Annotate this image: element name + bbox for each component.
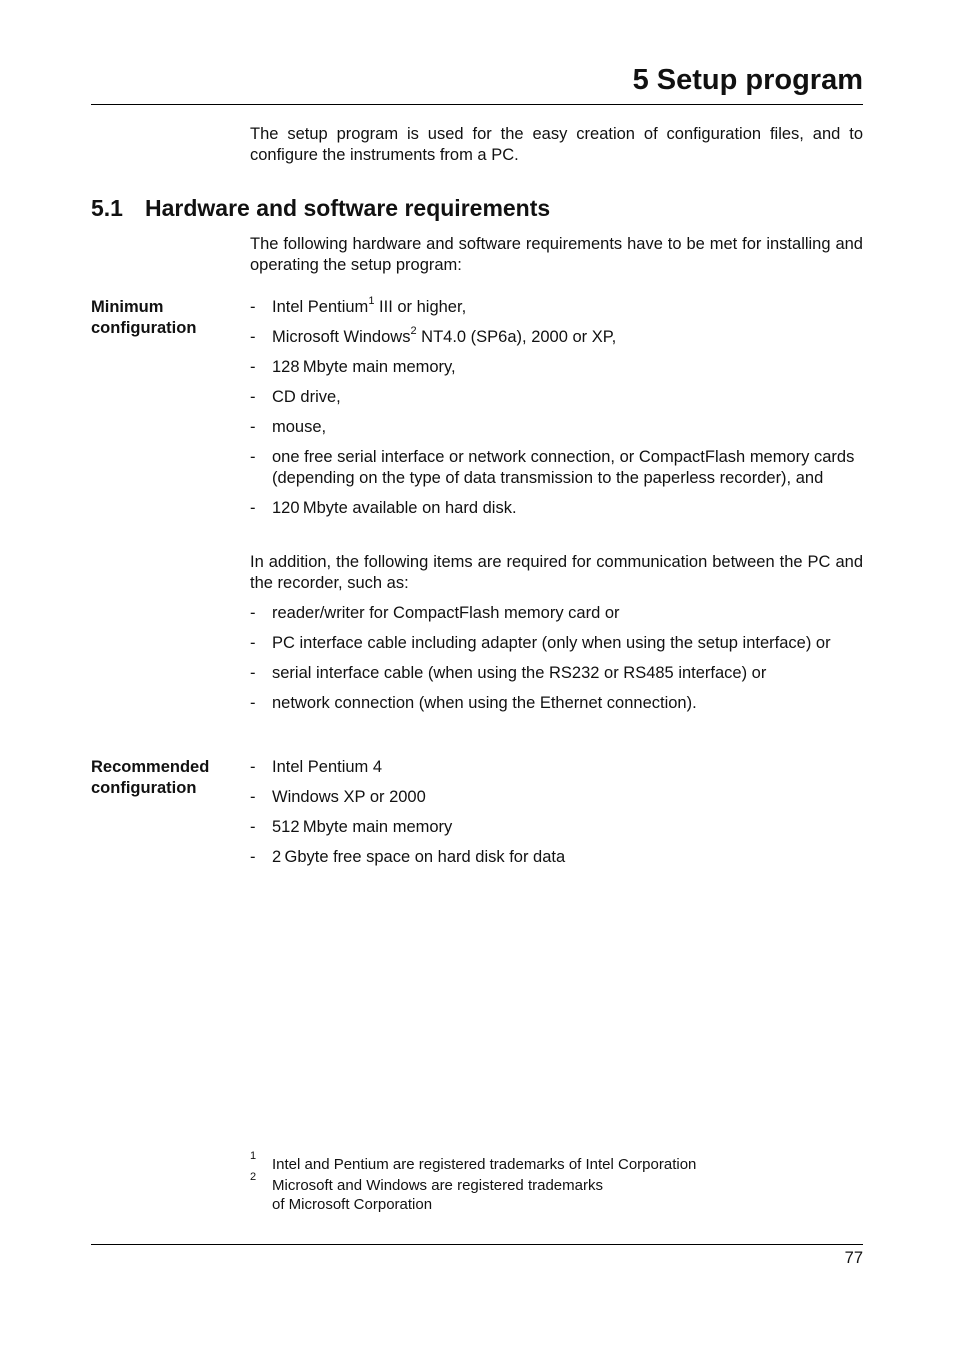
dash: -: [250, 758, 256, 776]
header-rule: [91, 104, 863, 105]
footer-rule: [91, 1244, 863, 1245]
label-line: Recommended: [91, 758, 210, 776]
item-text: NT4.0 (SP6a), 2000 or XP,: [416, 328, 617, 346]
item-text: mouse,: [272, 418, 327, 436]
label-line: Minimum: [91, 298, 164, 316]
item-text: III or higher,: [374, 298, 467, 316]
item-text: Intel Pentium: [272, 298, 369, 316]
item-text: network connection (when using the Ethernet connection).: [272, 694, 697, 712]
list-item: [250, 817, 863, 838]
section-title: Hardware and software requirements: [145, 195, 551, 221]
dash: -: [250, 848, 256, 866]
chapter-title: 5 Setup program: [632, 64, 863, 96]
item-text: PC interface cable including adapter (only when using the setup interface) or: [272, 634, 831, 652]
list-item: [250, 693, 863, 714]
item-text: serial interface cable (when using the RS232 or RS485 interface) or: [272, 664, 767, 682]
list-item: [250, 417, 863, 438]
list-item: [250, 498, 863, 519]
dash: -: [250, 604, 256, 622]
dash: -: [250, 634, 256, 652]
recommended-configuration-label: [91, 757, 241, 799]
list-item: [250, 847, 863, 868]
dash: -: [250, 298, 256, 316]
dash: -: [250, 499, 256, 517]
footnote-text: of Microsoft Corporation: [272, 1196, 433, 1213]
item-text: 128 Mbyte main memory,: [272, 358, 456, 376]
item-text: Windows XP or 2000: [272, 788, 426, 806]
item-text: Microsoft Windows: [272, 328, 411, 346]
dash: -: [250, 418, 256, 436]
list-item: [250, 357, 863, 378]
addition-paragraph: In addition, the following items are required for communication between the PC and the recorder, such as:: [250, 553, 863, 592]
footnote-text: Intel and Pentium are registered trademarks of Intel Corporation: [272, 1156, 697, 1173]
dash: -: [250, 818, 256, 836]
footnote-ref: 2: [410, 324, 417, 337]
list-item: [250, 757, 863, 778]
label-line: configuration: [91, 319, 197, 337]
dash: -: [250, 328, 256, 346]
footnote-mark: 2: [250, 1170, 257, 1183]
list-item: [250, 447, 863, 489]
footnotes: [250, 1150, 863, 1215]
minimum-configuration-label: [91, 297, 241, 339]
list-item: [250, 603, 863, 624]
dash: -: [250, 694, 256, 712]
dash: -: [250, 664, 256, 682]
footnote-text: Microsoft and Windows are registered trademarks: [272, 1176, 603, 1194]
recommended-requirements-list: [250, 757, 863, 868]
section-heading: [91, 195, 550, 222]
item-text: 512 Mbyte main memory: [272, 818, 453, 836]
page-number: 77: [844, 1249, 863, 1267]
item-text: 120 Mbyte available on hard disk.: [272, 499, 517, 517]
list-item: [250, 663, 863, 684]
minimum-requirements-list: [250, 294, 863, 519]
dash: -: [250, 388, 256, 406]
chapter-intro: The setup program is used for the easy creation of configuration files, and to configure the instruments from a PC.: [250, 125, 863, 164]
list-item: [250, 787, 863, 808]
section-intro: The following hardware and software requirements have to be met for installing and operating the setup program:: [250, 235, 863, 274]
list-item: [250, 633, 863, 654]
list-item: [250, 294, 863, 318]
section-number: 5.1: [91, 195, 123, 221]
list-item: [250, 324, 863, 348]
item-text: reader/writer for CompactFlash memory card or: [272, 604, 620, 622]
list-item: [250, 387, 863, 408]
item-text: one free serial interface or network connection, or CompactFlash memory cards (depending on the type of data transmission to the paperless recorder), and: [272, 448, 855, 487]
footnote: [250, 1150, 863, 1175]
item-text: Intel Pentium 4: [272, 758, 383, 776]
item-text: CD drive,: [272, 388, 341, 406]
dash: -: [250, 788, 256, 806]
dash: -: [250, 448, 256, 466]
label-line: configuration: [91, 779, 197, 797]
communication-items-list: [250, 603, 863, 714]
footnote-mark: 1: [250, 1150, 257, 1162]
footnote-ref: 1: [368, 294, 375, 307]
item-text: 2 Gbyte free space on hard disk for data: [272, 848, 566, 866]
footnote: [250, 1170, 863, 1215]
dash: -: [250, 358, 256, 376]
